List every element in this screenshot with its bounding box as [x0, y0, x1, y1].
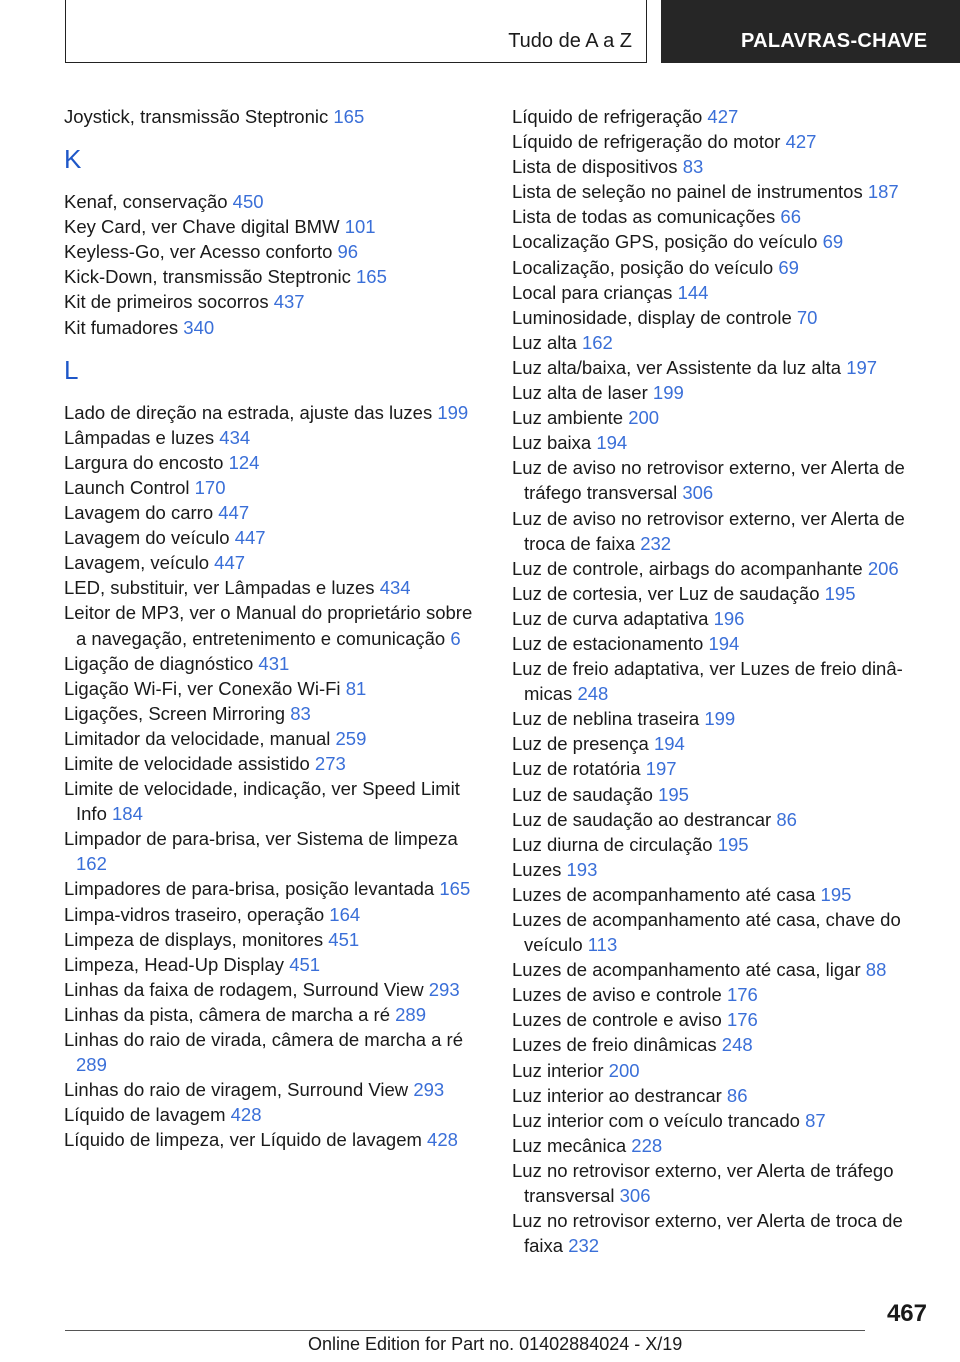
- index-entry: [512, 1083, 932, 1108]
- page-reference-link[interactable]: 162: [76, 853, 107, 875]
- page-reference-link[interactable]: 447: [218, 502, 250, 524]
- index-entry-text: Lado de direção na estrada, ajuste das luzes: [64, 401, 438, 423]
- index-entry: [64, 1077, 476, 1102]
- index-entry-text: Luz de aviso no retrovisor externo, ver Alerta de troca de faixa: [512, 507, 905, 554]
- page-reference-link[interactable]: 232: [640, 532, 672, 554]
- page-reference-link[interactable]: 83: [682, 156, 704, 178]
- page-reference-link[interactable]: 451: [328, 928, 360, 950]
- index-entry: [512, 982, 932, 1007]
- page-reference-link[interactable]: 293: [413, 1079, 445, 1101]
- page-reference-link[interactable]: 144: [677, 281, 709, 303]
- page-reference-link[interactable]: 6: [450, 627, 461, 649]
- index-entry: [512, 1158, 932, 1208]
- index-entry: [64, 927, 476, 952]
- index-entry: [64, 450, 476, 475]
- index-entry: [512, 1007, 932, 1032]
- index-entry-text: Launch Control: [64, 476, 195, 498]
- index-entry: [512, 631, 932, 656]
- index-entry-text: Luminosidade, display de controle: [512, 306, 797, 328]
- index-entry-text: Luz alta de laser: [512, 382, 653, 404]
- index-entry: [64, 189, 476, 214]
- index-entry-text: Luz alta/baixa, ver Assistente da luz alta: [512, 356, 847, 378]
- index-entry: [64, 575, 476, 600]
- page-reference-link[interactable]: 206: [867, 557, 899, 579]
- index-entry: [64, 952, 476, 977]
- index-entry: [512, 1108, 932, 1133]
- index-entry: [512, 355, 932, 380]
- index-entry-text: Luz diurna de circulação: [512, 833, 718, 855]
- page-reference-link[interactable]: 248: [721, 1034, 753, 1056]
- index-entry: [64, 400, 476, 425]
- index-entry-text: Luz de neblina traseira: [512, 708, 705, 730]
- index-entry-text: Lista de dispositivos: [512, 156, 683, 178]
- index-entry-text: Luz de aviso no retrovisor externo, ver Alerta de tráfego transversal: [512, 457, 905, 504]
- page-reference-link[interactable]: 176: [726, 1009, 758, 1031]
- index-entry-text: Luzes de acompanhamento até casa, chave do veículo: [512, 909, 901, 956]
- page-reference-link[interactable]: 437: [273, 291, 305, 313]
- index-entry-text: Limite de velocidade assistido: [64, 752, 315, 774]
- index-entry-text: Luz de saudação ao destrancar: [512, 808, 777, 830]
- index-entry: [512, 1133, 932, 1158]
- page-reference-link[interactable]: 199: [652, 382, 684, 404]
- page-number: 467: [886, 1300, 927, 1327]
- index-entry-text: Kit fumadores: [64, 316, 184, 338]
- index-entry: [512, 882, 932, 907]
- index-column-left: [64, 104, 476, 1152]
- index-entry-text: Luz de presença: [512, 733, 654, 755]
- page-reference-link[interactable]: 162: [581, 331, 613, 353]
- index-entry-text: Lâmpadas e luzes: [64, 426, 220, 448]
- index-entry: [64, 701, 476, 726]
- index-entry: [512, 129, 932, 154]
- index-entry: [64, 315, 476, 340]
- index-entry: [512, 305, 932, 330]
- index-entry-text: Limpa-vidros traseiro, operação: [64, 903, 330, 925]
- index-entry: [512, 556, 932, 581]
- index-entry-text: Luz no retrovisor externo, ver Alerta de troca de faixa: [512, 1210, 903, 1257]
- page-reference-link[interactable]: 170: [194, 476, 226, 498]
- index-entry-text: Luzes de freio dinâmicas: [512, 1034, 722, 1056]
- page-reference-link[interactable]: 195: [717, 833, 749, 855]
- page-reference-link[interactable]: 428: [230, 1104, 262, 1126]
- index-entry-text: Líquido de refrigeração: [512, 106, 708, 127]
- index-entry: [64, 475, 476, 500]
- page-reference-link[interactable]: 199: [704, 708, 736, 730]
- index-entry: [64, 751, 476, 776]
- page-reference-link[interactable]: 259: [335, 727, 367, 749]
- page-reference-link[interactable]: 184: [112, 803, 143, 825]
- page-reference-link[interactable]: 87: [805, 1109, 826, 1131]
- index-entry: [64, 500, 476, 525]
- index-entry: [512, 280, 932, 305]
- page-reference-link[interactable]: 194: [653, 733, 685, 755]
- page-reference-link[interactable]: 165: [333, 106, 365, 127]
- index-entry: [512, 656, 932, 706]
- index-entry-text: Limitador da velocidade, manual: [64, 727, 336, 749]
- page-reference-link[interactable]: 101: [344, 216, 376, 238]
- page-reference-link[interactable]: 187: [867, 181, 899, 203]
- index-entry: [64, 239, 476, 264]
- index-entry: [64, 902, 476, 927]
- index-entry-text: Luz de estacionamento: [512, 632, 709, 654]
- page-reference-link[interactable]: 70: [796, 306, 818, 328]
- index-entry: [512, 807, 932, 832]
- index-entry: [512, 380, 932, 405]
- index-entry-text: Linhas do raio de virada, câmera de marcha a ré: [64, 1029, 463, 1050]
- index-entry: [512, 756, 932, 781]
- index-entry: [512, 706, 932, 731]
- index-entry: [64, 214, 476, 239]
- index-entry: [512, 857, 932, 882]
- index-entry-text: Luz alta: [512, 331, 582, 353]
- index-entry: [64, 525, 476, 550]
- page-reference-link[interactable]: 195: [824, 582, 856, 604]
- index-entry-text: Limite de velocidade, indicação, ver Speed Limit Info: [64, 778, 460, 825]
- page-reference-link[interactable]: 66: [780, 206, 801, 228]
- index-entry: [512, 506, 932, 556]
- page-reference-link[interactable]: 69: [778, 256, 799, 278]
- page-reference-link[interactable]: 165: [356, 266, 387, 288]
- index-entry-text: Luz interior com o veículo trancado: [512, 1109, 806, 1131]
- page-reference-link[interactable]: 200: [608, 1059, 640, 1081]
- index-entry: [64, 776, 476, 826]
- page-reference-link[interactable]: 176: [726, 984, 758, 1006]
- index-entry-text: Limpeza, Head-Up Display: [64, 953, 290, 975]
- page-reference-link[interactable]: 86: [776, 808, 797, 830]
- index-entry-text: Líquido de refrigeração do motor: [512, 131, 786, 153]
- page-reference-link[interactable]: 289: [76, 1054, 107, 1076]
- index-entry: [512, 330, 932, 355]
- index-entry: [512, 581, 932, 606]
- page-reference-link[interactable]: 447: [234, 527, 266, 549]
- index-entry-text: Luz mecânica: [512, 1134, 632, 1156]
- page-reference-link[interactable]: 232: [568, 1235, 600, 1257]
- index-entry-text: Keyless-Go, ver Acesso conforto: [64, 241, 338, 263]
- index-entry-text: Luz de saudação: [512, 783, 659, 805]
- page-reference-link[interactable]: 434: [379, 577, 411, 599]
- index-entry-text: Lista de todas as comunicações: [512, 206, 781, 228]
- index-entry: [512, 430, 932, 455]
- index-entry-text: Lavagem do carro: [64, 502, 219, 524]
- index-entry: [64, 104, 476, 129]
- index-entry-text: Kick-Down, transmissão Steptronic: [64, 266, 356, 288]
- index-entry: [64, 264, 476, 289]
- index-entry-text: Ligações, Screen Mirroring: [64, 702, 291, 724]
- page-reference-link[interactable]: 96: [337, 241, 359, 263]
- index-entry: [512, 1208, 932, 1258]
- index-entry-text: Luz de controle, airbags do acompanhante: [512, 557, 868, 579]
- index-entry: [64, 977, 476, 1002]
- index-entry-text: Luz de rotatória: [512, 758, 646, 780]
- index-entry-text: Kenaf, conservação: [64, 191, 233, 213]
- page-reference-link[interactable]: 428: [427, 1129, 458, 1151]
- index-entry-text: Ligação Wi-Fi, ver Conexão Wi-Fi: [64, 677, 346, 699]
- footer-divider: [65, 1330, 865, 1331]
- page-reference-link[interactable]: 196: [713, 607, 745, 629]
- index-entry-text: Luzes de acompanhamento até casa: [512, 883, 821, 905]
- index-entry: [512, 832, 932, 857]
- page-reference-link[interactable]: 86: [726, 1084, 748, 1106]
- index-entry: [512, 229, 932, 254]
- index-entry-text: Kit de primeiros socorros: [64, 291, 274, 313]
- page-reference-link[interactable]: 306: [682, 482, 714, 504]
- page-reference-link[interactable]: 293: [428, 978, 460, 1000]
- page-reference-link[interactable]: 427: [707, 106, 739, 127]
- index-entry: [64, 600, 476, 650]
- index-entry-text: Luz interior ao destrancar: [512, 1084, 727, 1106]
- page-reference-link[interactable]: 69: [822, 231, 844, 253]
- page-reference-link[interactable]: 289: [395, 1003, 426, 1025]
- index-entry-text: Luzes: [512, 858, 567, 880]
- section-label: Tudo de A a Z: [508, 30, 632, 52]
- index-entry-text: Linhas da faixa de rodagem, Surround View: [64, 978, 429, 1000]
- index-entry-text: Lavagem, veículo: [64, 552, 215, 574]
- page-reference-link[interactable]: 228: [631, 1134, 663, 1156]
- index-entry: [512, 1032, 932, 1057]
- page-reference-link[interactable]: 83: [290, 702, 311, 724]
- page-reference-link[interactable]: 124: [228, 451, 260, 473]
- index-entry-text: Líquido de limpeza, ver Líquido de lavagem: [64, 1129, 428, 1151]
- page-reference-link[interactable]: 197: [846, 356, 878, 378]
- index-entry: [64, 876, 476, 901]
- index-entry-text: Luz no retrovisor externo, ver Alerta de tráfego transversal: [512, 1159, 894, 1207]
- edition-text: Online Edition for Part no. 01402884024 - X/19: [308, 1334, 683, 1354]
- page-reference-link[interactable]: 273: [314, 752, 346, 774]
- index-entry-text: Key Card, ver Chave digital BMW: [64, 216, 345, 238]
- index-entry: [512, 731, 932, 756]
- index-entry: [512, 455, 932, 505]
- index-entry-text: Luz de freio adaptativa, ver Luzes de freio dinâmicas: [512, 658, 903, 705]
- index-entry: [64, 425, 476, 450]
- index-letter-heading: K: [64, 144, 82, 175]
- index-entry-text: Luz de curva adaptativa: [512, 607, 714, 629]
- page-reference-link[interactable]: 81: [345, 677, 367, 699]
- index-entry: [512, 104, 932, 129]
- index-entry-text: Luzes de controle e aviso: [512, 1009, 727, 1031]
- index-entry: [64, 289, 476, 314]
- index-entry: [512, 782, 932, 807]
- index-entry-text: Linhas da pista, câmera de marcha a ré: [64, 1003, 396, 1025]
- page-reference-link[interactable]: 164: [329, 903, 361, 925]
- page-reference-link[interactable]: 248: [577, 683, 609, 705]
- index-entry: [512, 255, 932, 280]
- index-entry-text: Limpador de para-brisa, ver Sistema de limpeza: [64, 828, 458, 850]
- page-header: [0, 0, 960, 66]
- page-reference-link[interactable]: 447: [214, 552, 246, 574]
- page-reference-link[interactable]: 195: [658, 783, 689, 805]
- index-entry: [64, 1002, 476, 1027]
- index-entry-text: Localização GPS, posição do veículo: [512, 231, 823, 253]
- index-entry-text: Luz interior: [512, 1059, 609, 1081]
- index-entry: [512, 405, 932, 430]
- page-reference-link[interactable]: 193: [566, 858, 598, 880]
- index-entry: [64, 550, 476, 575]
- index-entry: [64, 1027, 476, 1077]
- page-reference-link[interactable]: 194: [596, 432, 628, 454]
- page-reference-link[interactable]: 200: [628, 407, 660, 429]
- index-entry-text: Luzes de aviso e controle: [512, 984, 727, 1006]
- page-reference-link[interactable]: 195: [820, 883, 852, 905]
- index-letter-heading: L: [64, 354, 79, 385]
- index-entry: [64, 1127, 476, 1152]
- index-entry-text: Local para crianças: [512, 281, 678, 303]
- chapter-label: PALAVRAS-CHAVE: [741, 30, 928, 52]
- index-entry: [64, 726, 476, 751]
- section-tab: [65, 0, 647, 63]
- index-entry-text: Joystick, transmissão Steptronic: [64, 106, 334, 127]
- index-entry-text: Localização, posição do veículo: [512, 256, 779, 278]
- index-entry: [512, 606, 932, 631]
- index-entry-text: Líquido de lavagem: [64, 1104, 231, 1126]
- index-entry: [64, 676, 476, 701]
- page-reference-link[interactable]: 427: [785, 131, 817, 153]
- chapter-tab: [661, 0, 960, 63]
- index-entry-text: Limpeza de displays, monitores: [64, 928, 329, 950]
- index-entry-text: Linhas do raio de viragem, Surround View: [64, 1079, 414, 1101]
- page-reference-link[interactable]: 306: [619, 1185, 651, 1207]
- page-reference-link[interactable]: 88: [865, 959, 887, 981]
- index-entry: [64, 651, 476, 676]
- index-entry: [512, 957, 932, 982]
- index-column-right: [512, 104, 932, 1258]
- index-entry: [512, 1058, 932, 1083]
- page-reference-link[interactable]: 113: [587, 934, 618, 956]
- index-entry-text: Luz baixa: [512, 432, 597, 454]
- page-reference-link[interactable]: 199: [437, 401, 469, 423]
- index-entry: [512, 907, 932, 957]
- index-entry-text: Ligação de diagnóstico: [64, 652, 259, 674]
- page-reference-link[interactable]: 451: [289, 953, 321, 975]
- index-entry: [64, 1102, 476, 1127]
- index-entry-text: Leitor de MP3, ver o Manual do proprietário sobre a navegação, entretenimento e comunicação: [64, 602, 473, 649]
- index-entry-text: Luz de cortesia, ver Luz de saudação: [512, 582, 825, 604]
- index-entry: [64, 826, 476, 876]
- index-entry-text: Limpadores de para-brisa, posição levantada: [64, 878, 440, 900]
- page-reference-link[interactable]: 434: [219, 426, 251, 448]
- index-entry-text: LED, substituir, ver Lâmpadas e luzes: [64, 577, 380, 599]
- index-entry-text: Lista de seleção no painel de instrumentos: [512, 181, 868, 203]
- index-entry-text: Largura do encosto: [64, 451, 229, 473]
- index-entry: [512, 179, 932, 204]
- index-entry: [512, 154, 932, 179]
- page-reference-link[interactable]: 450: [232, 191, 264, 213]
- page-reference-link[interactable]: 431: [258, 652, 290, 674]
- page-reference-link[interactable]: 194: [708, 632, 740, 654]
- index-entry-text: Luzes de acompanhamento até casa, ligar: [512, 959, 866, 981]
- page-reference-link[interactable]: 197: [645, 758, 677, 780]
- page-reference-link[interactable]: 165: [439, 878, 471, 900]
- page-reference-link[interactable]: 340: [183, 316, 215, 338]
- index-entry-text: Lavagem do veículo: [64, 527, 235, 549]
- index-entry: [512, 204, 932, 229]
- index-entry-text: Luz ambiente: [512, 407, 629, 429]
